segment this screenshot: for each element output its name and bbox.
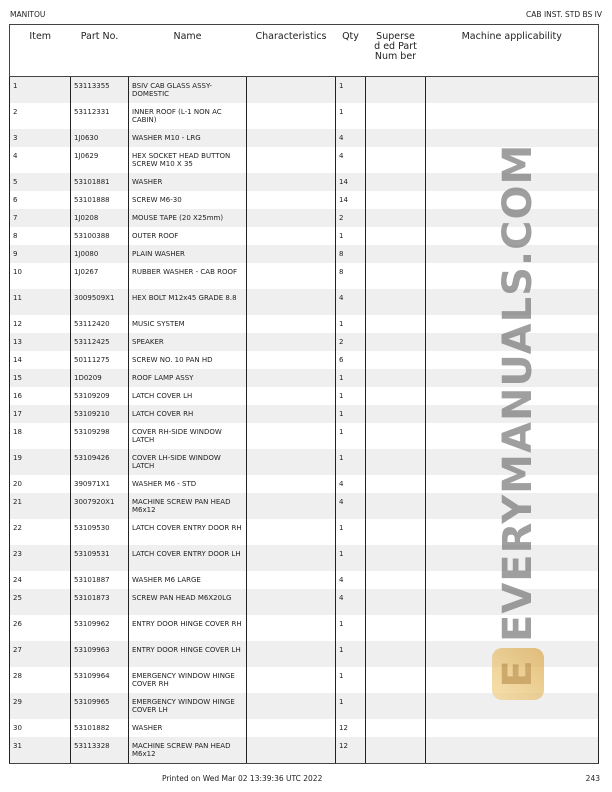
cell-characteristics: [247, 191, 336, 209]
column-header-name: Name: [129, 25, 247, 77]
table-header-row: [10, 25, 599, 77]
cell-name: OUTER ROOF: [129, 227, 247, 245]
cell-item: 4: [10, 147, 71, 173]
cell-machine-applicability: [426, 77, 599, 104]
cell-name: ENTRY DOOR HINGE COVER LH: [129, 641, 247, 667]
cell-qty: 4: [336, 129, 366, 147]
cell-characteristics: [247, 571, 336, 589]
table-row: [10, 589, 599, 615]
cell-qty: 14: [336, 191, 366, 209]
printed-timestamp: Printed on Wed Mar 02 13:39:36 UTC 2022: [162, 774, 323, 783]
cell-name: MOUSE TAPE (20 X25mm): [129, 209, 247, 227]
cell-machine-applicability: [426, 493, 599, 519]
cell-qty: 2: [336, 209, 366, 227]
cell-characteristics: [247, 351, 336, 369]
cell-qty: 1: [336, 77, 366, 104]
table-row: [10, 641, 599, 667]
cell-part-no: 53109210: [71, 405, 129, 423]
cell-item: 13: [10, 333, 71, 351]
cell-qty: 4: [336, 147, 366, 173]
cell-qty: 1: [336, 405, 366, 423]
cell-machine-applicability: [426, 333, 599, 351]
cell-part-no: 390971X1: [71, 475, 129, 493]
cell-name: SCREW NO. 10 PAN HD: [129, 351, 247, 369]
cell-machine-applicability: [426, 263, 599, 289]
cell-superseded: [366, 615, 426, 641]
cell-machine-applicability: [426, 615, 599, 641]
cell-part-no: 53101888: [71, 191, 129, 209]
cell-name: HEX SOCKET HEAD BUTTON SCREW M10 X 35: [129, 147, 247, 173]
table-row: [10, 737, 599, 764]
cell-machine-applicability: [426, 545, 599, 571]
cell-characteristics: [247, 693, 336, 719]
cell-qty: 1: [336, 449, 366, 475]
cell-part-no: 53109298: [71, 423, 129, 449]
cell-name: ENTRY DOOR HINGE COVER RH: [129, 615, 247, 641]
cell-name: MUSIC SYSTEM: [129, 315, 247, 333]
cell-qty: 1: [336, 315, 366, 333]
cell-item: 16: [10, 387, 71, 405]
cell-item: 17: [10, 405, 71, 423]
cell-item: 31: [10, 737, 71, 764]
cell-part-no: 1J0629: [71, 147, 129, 173]
cell-item: 20: [10, 475, 71, 493]
cell-machine-applicability: [426, 641, 599, 667]
table-row: [10, 147, 599, 173]
cell-machine-applicability: [426, 315, 599, 333]
cell-machine-applicability: [426, 667, 599, 693]
cell-item: 24: [10, 571, 71, 589]
cell-superseded: [366, 423, 426, 449]
cell-qty: 1: [336, 545, 366, 571]
cell-machine-applicability: [426, 449, 599, 475]
table-row: [10, 693, 599, 719]
column-header-machine-applicability: Machine applicability: [426, 25, 599, 77]
cell-characteristics: [247, 719, 336, 737]
cell-name: LATCH COVER LH: [129, 387, 247, 405]
table-row: [10, 209, 599, 227]
cell-qty: 4: [336, 571, 366, 589]
cell-machine-applicability: [426, 519, 599, 545]
header-section-title: CAB INST. STD BS IV: [526, 10, 602, 19]
table-row: [10, 449, 599, 475]
cell-item: 1: [10, 77, 71, 104]
watermark-logo-icon: E: [492, 648, 544, 700]
cell-item: 8: [10, 227, 71, 245]
cell-machine-applicability: [426, 147, 599, 173]
cell-machine-applicability: [426, 693, 599, 719]
cell-name: EMERGENCY WINDOW HINGE COVER RH: [129, 667, 247, 693]
cell-characteristics: [247, 737, 336, 764]
table-row: [10, 667, 599, 693]
cell-name: SPEAKER: [129, 333, 247, 351]
cell-machine-applicability: [426, 209, 599, 227]
cell-part-no: 53109209: [71, 387, 129, 405]
cell-part-no: 3007920X1: [71, 493, 129, 519]
cell-part-no: 53109962: [71, 615, 129, 641]
cell-name: ROOF LAMP ASSY: [129, 369, 247, 387]
cell-characteristics: [247, 545, 336, 571]
cell-machine-applicability: [426, 245, 599, 263]
cell-superseded: [366, 351, 426, 369]
cell-characteristics: [247, 263, 336, 289]
cell-name: WASHER: [129, 173, 247, 191]
table-row: [10, 227, 599, 245]
cell-superseded: [366, 475, 426, 493]
cell-characteristics: [247, 667, 336, 693]
cell-characteristics: [247, 449, 336, 475]
cell-item: 23: [10, 545, 71, 571]
cell-superseded: [366, 545, 426, 571]
cell-superseded: [366, 333, 426, 351]
cell-name: INNER ROOF (L-1 NON AC CABIN): [129, 103, 247, 129]
table-row: [10, 129, 599, 147]
table-row: [10, 519, 599, 545]
cell-characteristics: [247, 77, 336, 104]
cell-name: WASHER M10 - LRG: [129, 129, 247, 147]
cell-superseded: [366, 737, 426, 764]
cell-part-no: 53113328: [71, 737, 129, 764]
cell-name: SCREW PAN HEAD M6X20LG: [129, 589, 247, 615]
column-header-characteristics: Characteristics: [247, 25, 336, 77]
cell-characteristics: [247, 369, 336, 387]
cell-characteristics: [247, 641, 336, 667]
cell-machine-applicability: [426, 351, 599, 369]
cell-superseded: [366, 405, 426, 423]
cell-qty: 1: [336, 227, 366, 245]
cell-superseded: [366, 263, 426, 289]
watermark-text: EVERYMANUALS.COM: [495, 143, 541, 642]
cell-part-no: 53101881: [71, 173, 129, 191]
table-row: [10, 263, 599, 289]
cell-characteristics: [247, 245, 336, 263]
cell-qty: 14: [336, 173, 366, 191]
cell-characteristics: [247, 615, 336, 641]
column-header-item: Item: [10, 25, 71, 77]
cell-qty: 8: [336, 263, 366, 289]
cell-item: 27: [10, 641, 71, 667]
cell-qty: 1: [336, 519, 366, 545]
cell-superseded: [366, 667, 426, 693]
cell-machine-applicability: [426, 571, 599, 589]
cell-qty: 1: [336, 667, 366, 693]
cell-machine-applicability: [426, 475, 599, 493]
cell-part-no: 53112331: [71, 103, 129, 129]
cell-superseded: [366, 387, 426, 405]
cell-item: 5: [10, 173, 71, 191]
cell-characteristics: [247, 289, 336, 315]
cell-item: 6: [10, 191, 71, 209]
cell-qty: 4: [336, 493, 366, 519]
cell-item: 14: [10, 351, 71, 369]
cell-qty: 4: [336, 589, 366, 615]
cell-qty: 2: [336, 333, 366, 351]
cell-item: 18: [10, 423, 71, 449]
cell-machine-applicability: [426, 289, 599, 315]
cell-item: 30: [10, 719, 71, 737]
cell-machine-applicability: [426, 423, 599, 449]
cell-machine-applicability: [426, 719, 599, 737]
cell-part-no: 1J0630: [71, 129, 129, 147]
cell-machine-applicability: [426, 103, 599, 129]
cell-characteristics: [247, 423, 336, 449]
table-row: [10, 315, 599, 333]
table-row: [10, 103, 599, 129]
cell-part-no: 53112425: [71, 333, 129, 351]
cell-characteristics: [247, 589, 336, 615]
cell-qty: 1: [336, 387, 366, 405]
cell-name: PLAIN WASHER: [129, 245, 247, 263]
cell-item: 10: [10, 263, 71, 289]
cell-item: 12: [10, 315, 71, 333]
cell-part-no: 1D0209: [71, 369, 129, 387]
cell-machine-applicability: [426, 387, 599, 405]
cell-superseded: [366, 245, 426, 263]
cell-part-no: 53109426: [71, 449, 129, 475]
table-row: [10, 173, 599, 191]
cell-item: 15: [10, 369, 71, 387]
parts-table: [9, 24, 599, 764]
cell-item: 26: [10, 615, 71, 641]
table-row: [10, 405, 599, 423]
cell-name: BSIV CAB GLASS ASSY-DOMESTIC: [129, 77, 247, 104]
cell-superseded: [366, 571, 426, 589]
cell-item: 21: [10, 493, 71, 519]
cell-part-no: 53109530: [71, 519, 129, 545]
page-number: 243: [585, 774, 600, 783]
table-row: [10, 369, 599, 387]
cell-superseded: [366, 719, 426, 737]
cell-superseded: [366, 209, 426, 227]
cell-name: LATCH COVER ENTRY DOOR RH: [129, 519, 247, 545]
cell-machine-applicability: [426, 405, 599, 423]
cell-superseded: [366, 693, 426, 719]
cell-machine-applicability: [426, 589, 599, 615]
cell-part-no: 1J0208: [71, 209, 129, 227]
cell-machine-applicability: [426, 369, 599, 387]
column-header-part-no: Part No.: [71, 25, 129, 77]
cell-name: SCREW M6-30: [129, 191, 247, 209]
cell-name: COVER LH-SIDE WINDOW LATCH: [129, 449, 247, 475]
cell-item: 11: [10, 289, 71, 315]
table-row: [10, 423, 599, 449]
cell-characteristics: [247, 315, 336, 333]
cell-qty: 1: [336, 103, 366, 129]
cell-name: WASHER: [129, 719, 247, 737]
cell-part-no: 53109963: [71, 641, 129, 667]
table-row: [10, 475, 599, 493]
cell-item: 19: [10, 449, 71, 475]
cell-superseded: [366, 641, 426, 667]
cell-superseded: [366, 191, 426, 209]
table-row: [10, 545, 599, 571]
cell-part-no: 53112420: [71, 315, 129, 333]
table-row: [10, 77, 599, 104]
cell-superseded: [366, 519, 426, 545]
column-header-qty: Qty: [336, 25, 366, 77]
cell-item: 22: [10, 519, 71, 545]
table-row: [10, 351, 599, 369]
cell-item: 3: [10, 129, 71, 147]
table-row: [10, 615, 599, 641]
cell-item: 7: [10, 209, 71, 227]
table-row: [10, 493, 599, 519]
cell-name: LATCH COVER ENTRY DOOR LH: [129, 545, 247, 571]
cell-superseded: [366, 129, 426, 147]
cell-item: 29: [10, 693, 71, 719]
cell-characteristics: [247, 173, 336, 191]
cell-superseded: [366, 147, 426, 173]
cell-characteristics: [247, 129, 336, 147]
cell-part-no: 53100388: [71, 227, 129, 245]
cell-part-no: 1J0080: [71, 245, 129, 263]
cell-name: COVER RH-SIDE WINDOW LATCH: [129, 423, 247, 449]
cell-qty: 1: [336, 369, 366, 387]
cell-item: 2: [10, 103, 71, 129]
cell-part-no: 53109965: [71, 693, 129, 719]
cell-superseded: [366, 589, 426, 615]
cell-part-no: 53101873: [71, 589, 129, 615]
cell-name: HEX BOLT M12x45 GRADE 8.8: [129, 289, 247, 315]
cell-characteristics: [247, 333, 336, 351]
cell-item: 9: [10, 245, 71, 263]
cell-name: WASHER M6 LARGE: [129, 571, 247, 589]
cell-characteristics: [247, 103, 336, 129]
table-row: [10, 387, 599, 405]
cell-machine-applicability: [426, 191, 599, 209]
cell-part-no: 50111275: [71, 351, 129, 369]
cell-qty: 4: [336, 475, 366, 493]
cell-name: RUBBER WASHER - CAB ROOF: [129, 263, 247, 289]
cell-machine-applicability: [426, 737, 599, 764]
cell-machine-applicability: [426, 173, 599, 191]
cell-part-no: 53101887: [71, 571, 129, 589]
cell-qty: 1: [336, 641, 366, 667]
cell-part-no: 53101882: [71, 719, 129, 737]
cell-machine-applicability: [426, 227, 599, 245]
cell-superseded: [366, 173, 426, 191]
cell-characteristics: [247, 387, 336, 405]
cell-qty: 1: [336, 693, 366, 719]
cell-qty: 1: [336, 615, 366, 641]
cell-machine-applicability: [426, 129, 599, 147]
table-row: [10, 191, 599, 209]
cell-qty: 12: [336, 719, 366, 737]
cell-qty: 12: [336, 737, 366, 764]
cell-superseded: [366, 103, 426, 129]
cell-name: MACHINE SCREW PAN HEAD M6x12: [129, 737, 247, 764]
cell-qty: 1: [336, 423, 366, 449]
cell-item: 25: [10, 589, 71, 615]
cell-superseded: [366, 369, 426, 387]
cell-name: MACHINE SCREW PAN HEAD M6x12: [129, 493, 247, 519]
column-header-superseded: Supersed ed PartNum ber: [366, 25, 426, 77]
header-brand: MANITOU: [10, 10, 46, 19]
cell-characteristics: [247, 475, 336, 493]
cell-name: WASHER M6 - STD: [129, 475, 247, 493]
cell-part-no: 3009509X1: [71, 289, 129, 315]
cell-characteristics: [247, 405, 336, 423]
cell-characteristics: [247, 209, 336, 227]
cell-superseded: [366, 315, 426, 333]
table-row: [10, 571, 599, 589]
cell-characteristics: [247, 519, 336, 545]
cell-superseded: [366, 493, 426, 519]
cell-superseded: [366, 289, 426, 315]
cell-item: 28: [10, 667, 71, 693]
cell-qty: 6: [336, 351, 366, 369]
cell-qty: 8: [336, 245, 366, 263]
cell-characteristics: [247, 493, 336, 519]
cell-part-no: 1J0267: [71, 263, 129, 289]
table-row: [10, 719, 599, 737]
cell-superseded: [366, 77, 426, 104]
cell-part-no: 53113355: [71, 77, 129, 104]
cell-superseded: [366, 449, 426, 475]
cell-part-no: 53109964: [71, 667, 129, 693]
cell-characteristics: [247, 147, 336, 173]
table-row: [10, 289, 599, 315]
table-row: [10, 245, 599, 263]
cell-name: LATCH COVER RH: [129, 405, 247, 423]
cell-name: EMERGENCY WINDOW HINGE COVER LH: [129, 693, 247, 719]
table-row: [10, 333, 599, 351]
cell-characteristics: [247, 227, 336, 245]
cell-part-no: 53109531: [71, 545, 129, 571]
cell-superseded: [366, 227, 426, 245]
cell-qty: 4: [336, 289, 366, 315]
